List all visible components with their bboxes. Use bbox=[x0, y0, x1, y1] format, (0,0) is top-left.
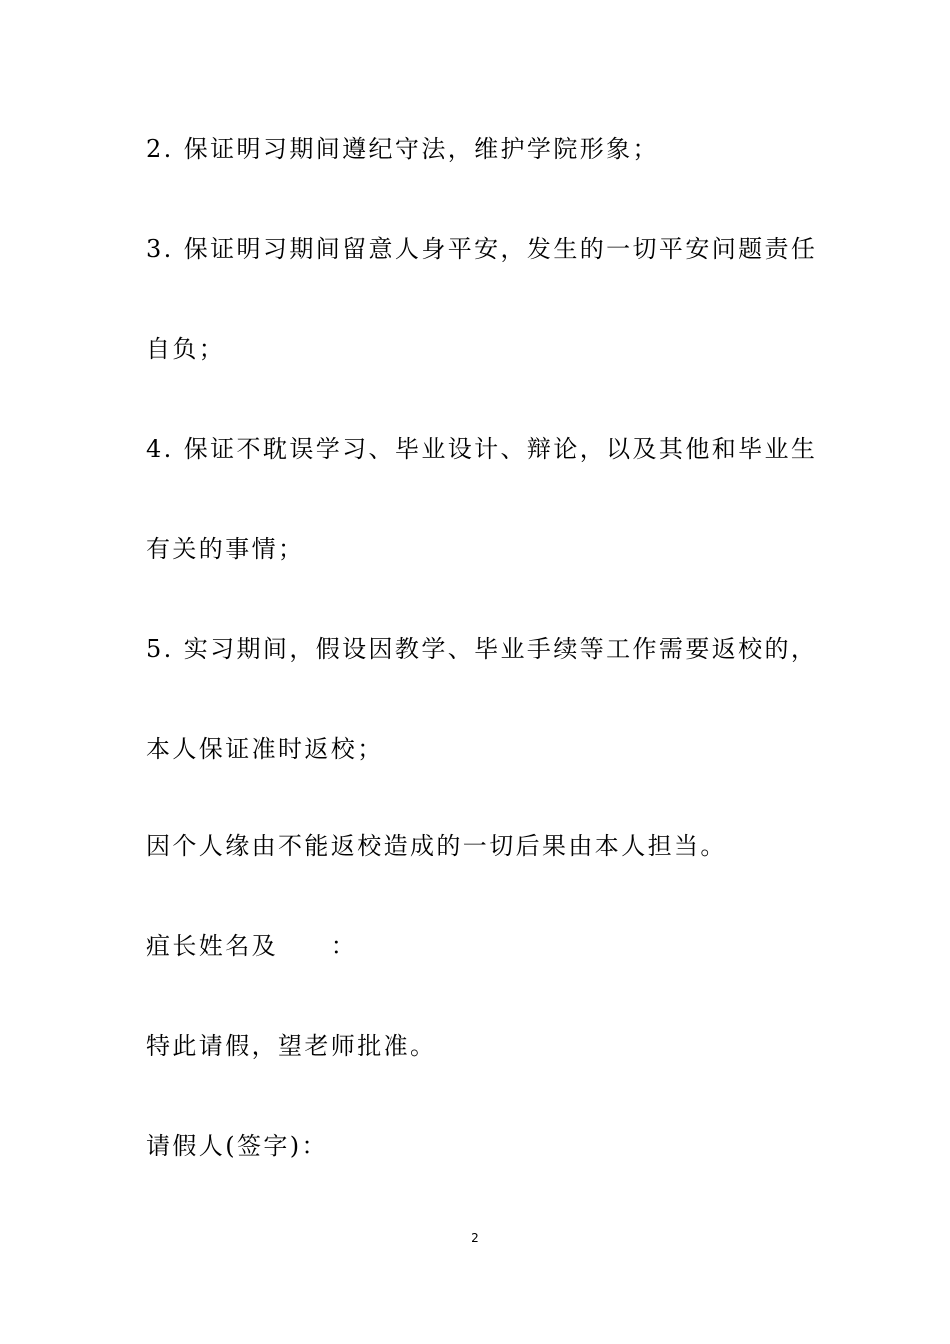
paragraph-line-4: 4. 保证不耽误学习、毕业设计、辩论，以及其他和毕业生 bbox=[146, 435, 818, 463]
paragraph-line-8: 因个人缘由不能返校造成的一切后果由本人担当。 bbox=[146, 832, 727, 860]
paragraph-line-9: 疽长姓名及 ： bbox=[146, 932, 358, 960]
paragraph-line-2: 3. 保证明习期间留意人身平安，发生的一切平安问题责任 bbox=[146, 235, 818, 263]
paragraph-line-5: 有关的事情； bbox=[146, 535, 305, 563]
paragraph-line-6: 5. 实习期间，假设因教学、毕业手续等工作需要返校的， bbox=[146, 635, 818, 663]
paragraph-line-3: 自负； bbox=[146, 335, 226, 363]
paragraph-line-1: 2. 保证明习期间遵纪守法，维护学院形象； bbox=[146, 135, 659, 163]
paragraph-line-7: 本人保证准时返校； bbox=[146, 735, 384, 763]
paragraph-line-10: 特此请假，望老师批准。 bbox=[146, 1032, 437, 1060]
paragraph-line-11: 请假人(签字)： bbox=[146, 1132, 328, 1160]
page-number: 2 bbox=[471, 1231, 479, 1245]
